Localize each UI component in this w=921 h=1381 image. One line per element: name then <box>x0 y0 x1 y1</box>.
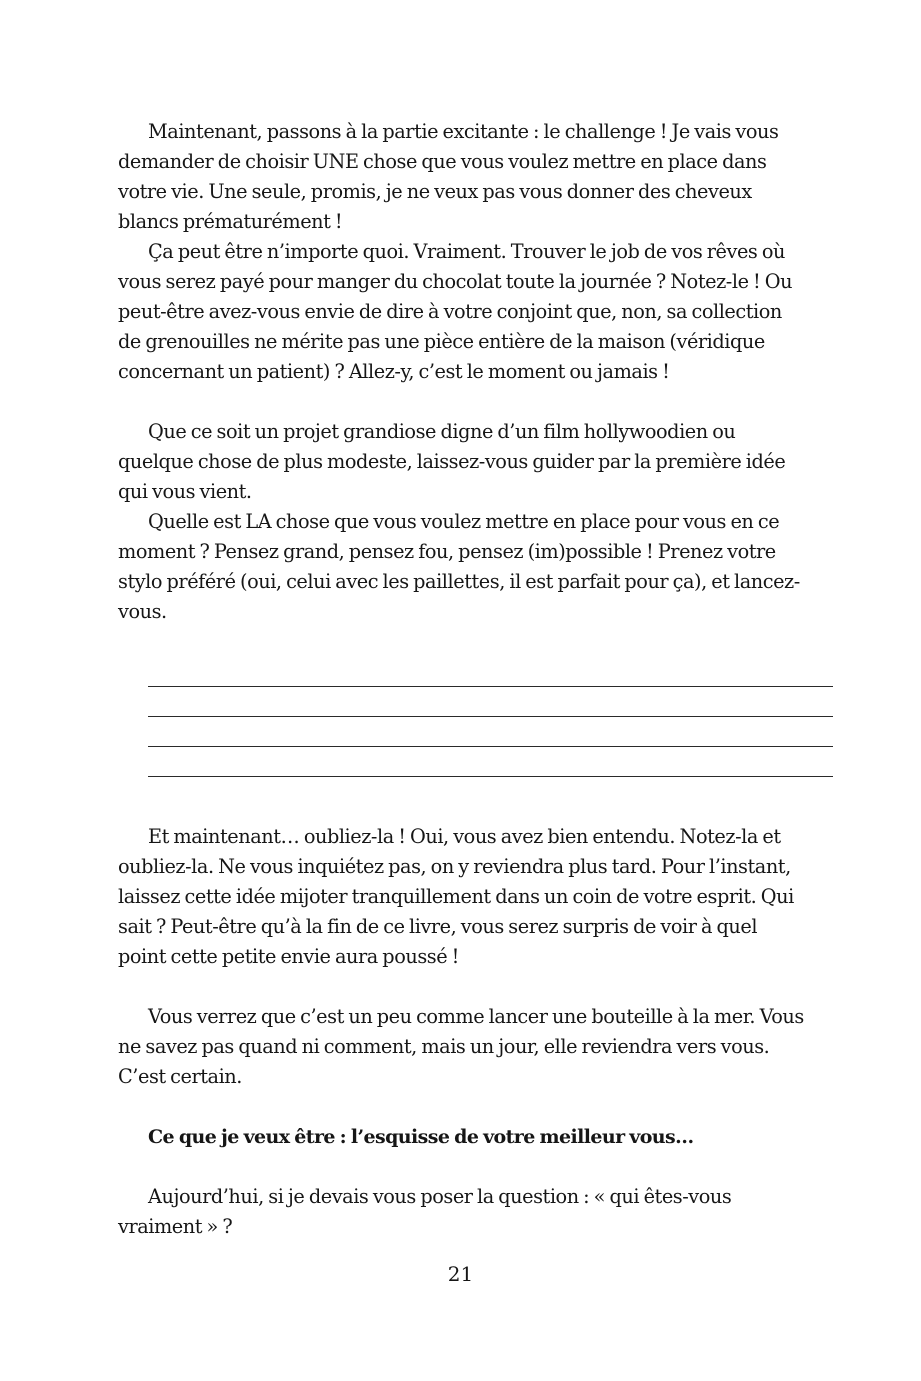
page-number: 21 <box>447 1262 474 1286</box>
spacer <box>118 387 804 417</box>
paragraph-question: Aujourd’hui, si je devais vous poser la question : « qui êtes-vous vraiment » ? <box>118 1185 732 1238</box>
writing-lines <box>148 661 833 777</box>
paragraph-forget-it: Et maintenant… oubliez-la ! Oui, vous avez bien entendu. Notez-la et oubliez-la. Ne vous inquiétez pas, on y reviendra plus tard. Pour l’instant, laissez cette idée mijoter tranquillement dans un coin de votre esprit. Qui sait ? Peut-être qu’à la fin de ce livre, vous serez surpris de voir à quel point cette petite envie aura poussé ! <box>118 825 794 968</box>
section-heading: Ce que je veux être : l’esquisse de votre meilleur vous… <box>148 1126 694 1148</box>
paragraph-the-thing: Quelle est LA chose que vous voulez mettre en place pour vous en ce moment ? Pensez grand, pensez fou, pensez (im)possible ! Prenez votre stylo préféré (oui, celui avec les paillettes, il est parfait pour ça), et lancez-vous. <box>118 510 800 623</box>
writing-line <box>148 717 833 747</box>
spacer <box>118 777 804 822</box>
paragraph-challenge: Maintenant, passons à la partie excitante : le challenge ! Je vais vous demander de choisir UNE chose que vous voulez mettre en place dans votre vie. Une seule, promis, je ne veux pas vous donner des cheveux blancs prématurément ! <box>118 120 779 233</box>
paragraph-bottle: Vous verrez que c’est un peu comme lancer une bouteille à la mer. Vous ne savez pas quand ni comment, mais un jour, elle reviendra vers vous. C’est certain. <box>118 1005 804 1088</box>
writing-line <box>148 687 833 717</box>
page-body <box>118 117 804 1242</box>
spacer <box>118 1152 804 1182</box>
paragraph-project: Que ce soit un projet grandiose digne d’un film hollywoodien ou quelque chose de plus modeste, laissez-vous guider par la première idée qui vous vient. <box>118 420 786 503</box>
paragraph-anything: Ça peut être n’importe quoi. Vraiment. Trouver le job de vos rêves où vous serez payé pour manger du chocolat toute la journée ? Notez-le ! Ou peut-être avez-vous envie de dire à votre conjoint que, non, sa collection de grenouilles ne mérite pas une pièce entière de la maison (véridique concernant un patient) ? Allez-y, c’est le moment ou jamais ! <box>118 240 793 383</box>
writing-line <box>148 661 833 687</box>
spacer <box>118 972 804 1002</box>
spacer <box>118 1092 804 1122</box>
writing-line <box>148 747 833 777</box>
